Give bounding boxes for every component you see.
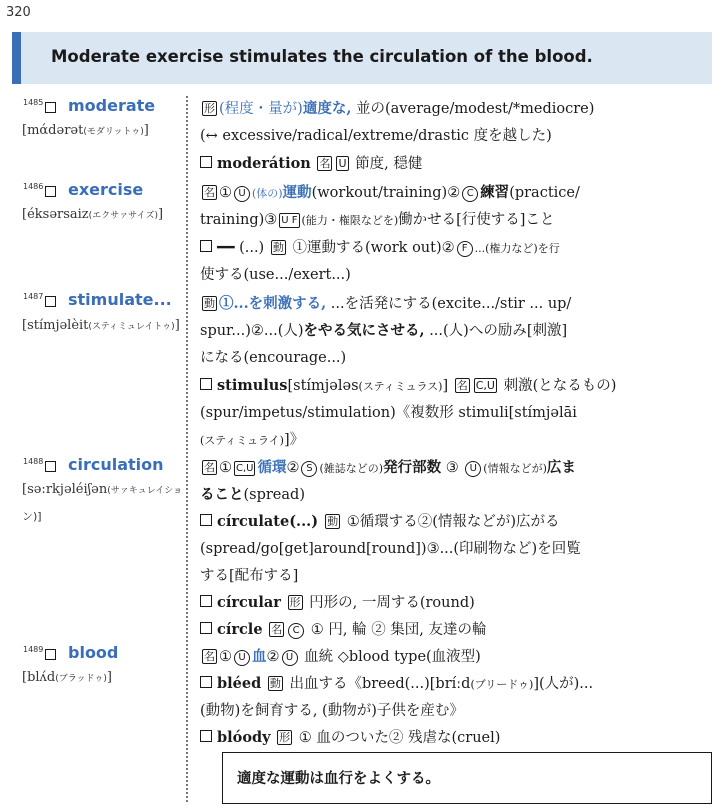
definition-line: training)③ U F (能力・権限などを)働かせる[行使する]こと [200, 212, 555, 228]
derivative-checkbox[interactable] [200, 595, 212, 607]
pos-badge: 動 [327, 515, 339, 528]
definition-line: 名 ① U (体の)運動(workout/training)② C 練習(practice/ [204, 184, 580, 201]
headword: moderate [68, 96, 156, 115]
derivative-line: círcle 名 C ① 円, 輪 ② 集団, 友達の輪 [200, 618, 487, 639]
pos-badge: 名 [204, 186, 215, 199]
pos-badge: 名 [319, 157, 331, 170]
pronunciation: [sə:rkjəléiʃən(サァキュレイショ [22, 482, 183, 497]
derivative-line: moderátion 名 U 節度, 穏健 [200, 152, 422, 173]
column-divider [186, 96, 188, 802]
derivative-line: stimulus[stímjələs(スティミュラス)] 名 C,U 刺激(となるもの) [200, 374, 616, 395]
pronunciation: [stímjəlèit(スティミュレイトゥ)] [22, 318, 180, 333]
definition-line: 動 ①...を刺激する, ...を活発にする(excite.../stir ... up/ [204, 295, 572, 312]
derivative-checkbox[interactable] [200, 730, 212, 742]
pos-badge: 形 [279, 731, 291, 744]
headword: exercise [68, 180, 144, 199]
study-checkbox[interactable] [45, 186, 56, 197]
entry-number: 1488 [23, 457, 44, 466]
pronunciation: [mάdərət(モダリットゥ)] [22, 123, 149, 138]
entry-number: 1489 [23, 645, 44, 654]
pos-badge: 名 [204, 461, 215, 474]
derivative-line: círcular 形 円形の, 一周する(round) [200, 591, 475, 612]
grammar-badge: U [338, 157, 347, 170]
derivative-line: círculate(...) 動 ①循環する②(情報などが)広がる [200, 510, 560, 531]
study-checkbox[interactable] [45, 649, 56, 660]
pos-badge: 名 [271, 623, 283, 636]
definition-line: する[配布する] [200, 568, 299, 584]
page-number: 320 [6, 5, 31, 20]
pos-badge: 動 [272, 241, 284, 254]
derivative-line: blóody 形 ① 血のついた② 残虐な(cruel) [200, 726, 500, 747]
study-checkbox[interactable] [45, 102, 56, 113]
study-checkbox[interactable] [45, 461, 56, 472]
pos-badge: 名 [204, 650, 215, 663]
definition-line: (動物)を飼育する, (動物が)子供を産む》 [200, 703, 464, 719]
derivative-checkbox[interactable] [200, 378, 212, 390]
definition-line: (スティミュライ)]》 [200, 432, 305, 448]
derivative-checkbox[interactable] [200, 676, 212, 688]
definition-line: 名 ① U 血② U 血統 ◇blood type(血液型) [204, 648, 481, 665]
definition-line: になる(encourage...) [200, 350, 347, 366]
headword: circulation [68, 455, 164, 474]
translation-text: 適度な運動は血行をよくする。 [237, 771, 440, 787]
pos-badge: 名 [456, 379, 468, 392]
definition-line: (↔ excessive/radical/extreme/drastic 度を越した) [200, 128, 552, 144]
example-sentence: Moderate exercise stimulates the circulation of the blood. [51, 47, 593, 66]
entry-number: 1486 [23, 182, 44, 191]
pos-badge: 形 [289, 596, 301, 609]
headword: blood [68, 643, 119, 662]
pos-badge: 動 [204, 297, 215, 310]
translation-box [222, 752, 712, 804]
study-checkbox[interactable] [45, 296, 56, 307]
definition-line: 使する(use.../exert...) [200, 267, 351, 283]
definition-line: 形 (程度・量が)適度な, 並の(average/modest/*mediocre) [204, 100, 595, 117]
headword: stimulate... [68, 290, 172, 309]
derivative-checkbox[interactable] [200, 156, 212, 168]
pronunciation: [éksərsaiz(エクサァサイズ)] [22, 207, 164, 222]
derivative-line: bléed 動 出血する《breed(...)[bríːd(ブリードゥ)](人が)... [200, 672, 593, 693]
pos-badge: 動 [269, 677, 281, 690]
entry-number: 1487 [23, 292, 44, 301]
derivative-checkbox[interactable] [200, 514, 212, 526]
definition-line: (spread/go[get]around[round])③...(印刷物など)を回覧 [200, 541, 581, 557]
derivative-checkbox[interactable] [200, 622, 212, 634]
derivative-checkbox[interactable] [200, 240, 212, 252]
derivative-line: ━━ (...) 動 ①運動する(work out)② F ...(権力など)を行 [200, 236, 560, 257]
definition-line: ること(spread) [200, 486, 305, 503]
pronunciation: [blʌ́d(ブラッドゥ)] [22, 670, 112, 685]
definition-line: (spur/impetus/stimulation)《複数形 stimuli[stímjəlāi [200, 405, 577, 421]
definition-line: 名 ① C,U 循環② S (雑誌などの)発行部数 ③ U (情報などが)広ま [204, 459, 576, 476]
pronunciation-continued: ン)] [22, 510, 42, 523]
definition-line: spur...)②...(人)をやる気にさせる, ...(人)への励み[刺激] [200, 322, 568, 339]
pos-badge: 形 [204, 102, 215, 115]
entry-number: 1485 [23, 98, 44, 107]
grammar-badge: C,U [475, 379, 495, 392]
example-sentence-banner [12, 32, 712, 84]
